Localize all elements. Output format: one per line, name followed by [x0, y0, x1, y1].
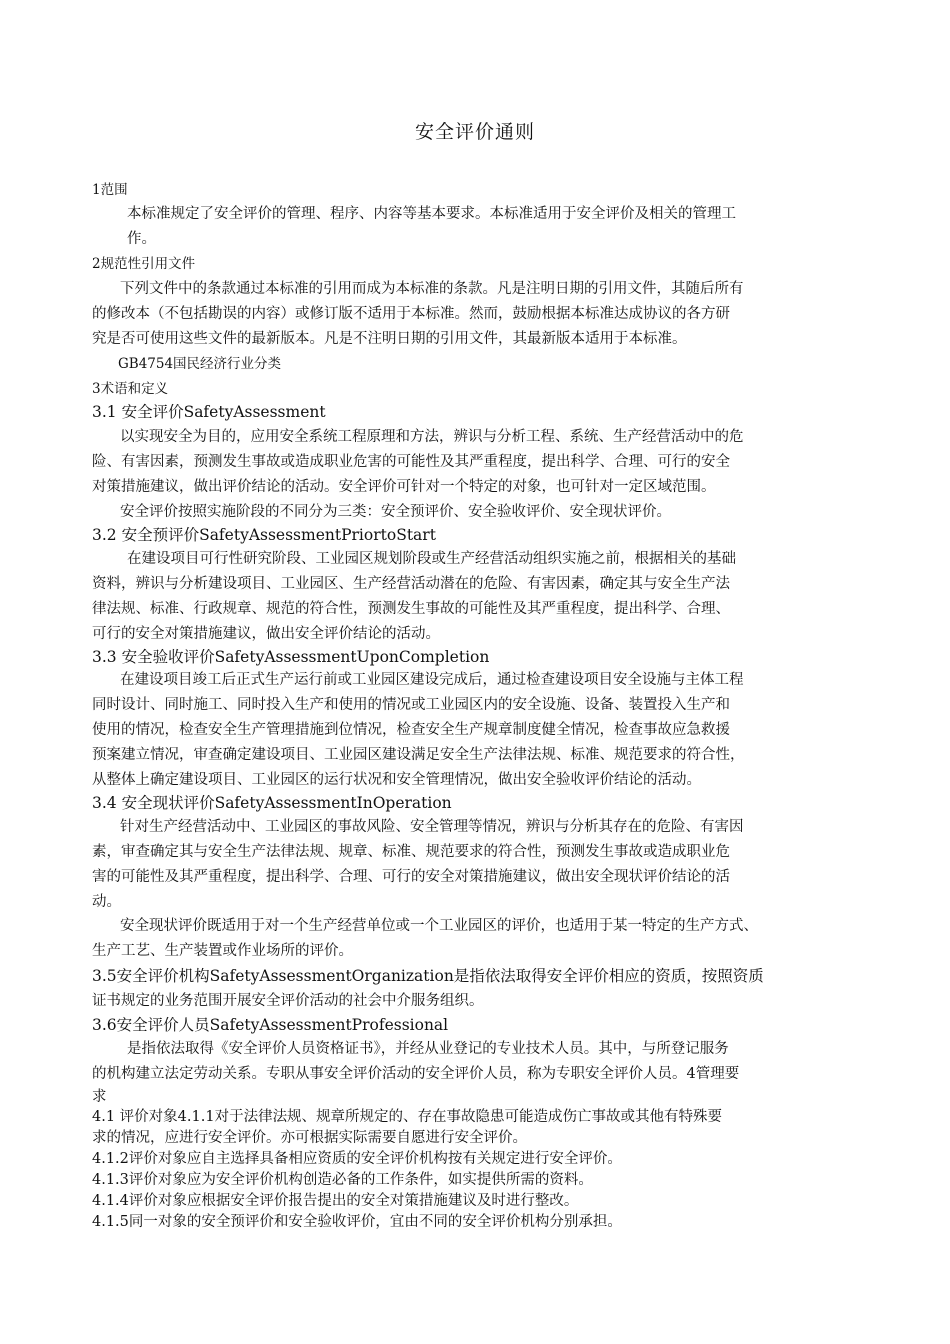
paragraph-line: 安全评价按照实施阶段的不同分为三类：安全预评价、安全验收评价、安全现状评价。	[120, 504, 671, 520]
paragraph-line: 预案建立情况，审查确定建设项目、工业园区建设满足安全生产法律法规、标准、规范要求的符合性，	[92, 747, 745, 763]
paragraph-line: 对策措施建议，做出评价结论的活动。安全评价可针对一个特定的对象，也可针对一定区域范围。	[92, 479, 716, 495]
paragraph-line: 4.1.3评价对象应为安全评价机构创造必备的工作条件，如实提供所需的资料。	[92, 1172, 593, 1188]
paragraph-line: 资料，辨识与分析建设项目、工业园区、生产经营活动潜在的危险、有害因素，确定其与安全生产法	[92, 576, 730, 592]
paragraph-line: 同时设计、同时施工、同时投入生产和使用的情况或工业园区内的安全设施、设备、装置投入生产和	[92, 697, 730, 713]
section-heading: 2规范性引用文件	[92, 256, 196, 272]
paragraph-line: 求的情况，应进行安全评价。亦可根据实际需要自愿进行安全评价。	[92, 1130, 527, 1146]
paragraph-line: 的机构建立法定劳动关系。专职从事安全评价活动的安全评价人员，称为专职安全评价人员。4管理要	[92, 1066, 740, 1082]
paragraph-line: 生产工艺、生产装置或作业场所的评价。	[92, 943, 353, 959]
paragraph-line: 证书规定的业务范围开展安全评价活动的社会中介服务组织。	[92, 993, 484, 1009]
paragraph-line: 4.1.2评价对象应自主选择具备相应资质的安全评价机构按有关规定进行安全评价。	[92, 1151, 622, 1167]
subsection-heading: 3.6安全评价人员SafetyAssessmentProfessional	[92, 1016, 449, 1034]
paragraph-line: 3.5安全评价机构SafetyAssessmentOrganization是指依法取得安全评价相应的资质，按照资质	[92, 967, 764, 985]
reference-line: GB4754国民经济行业分类	[118, 356, 282, 372]
paragraph-line: 律法规、标准、行政规章、规范的符合性，预测发生事故的可能性及其严重程度，提出科学、合理、	[92, 601, 730, 617]
section-heading: 1范围	[92, 182, 128, 198]
paragraph-line: 从整体上确定建设项目、工业园区的运行状况和安全管理情况，做出安全验收评价结论的活动。	[92, 772, 701, 788]
paragraph-line: 险、有害因素，预测发生事故或造成职业危害的可能性及其严重程度，提出科学、合理、可行的安全	[92, 454, 730, 470]
paragraph-line: 求	[92, 1089, 107, 1105]
paragraph-line: 动。	[92, 894, 121, 910]
paragraph-line: 本标准规定了安全评价的管理、程序、内容等基本要求。本标准适用于安全评价及相关的管理工	[127, 206, 736, 222]
subsection-heading: 3.4 安全现状评价SafetyAssessmentInOperation	[92, 794, 452, 812]
paragraph-line: 在建设项目可行性研究阶段、工业园区规划阶段或生产经营活动组织实施之前，根据相关的基础	[127, 551, 736, 567]
paragraph-line: 的修改本（不包括勘误的内容）或修订版不适用于本标准。然而，鼓励根据本标准达成协议的各方研	[92, 306, 730, 322]
paragraph-line: 究是否可使用这些文件的最新版本。凡是不注明日期的引用文件，其最新版本适用于本标准。	[92, 331, 687, 347]
document-title: 安全评价通则	[414, 121, 535, 143]
paragraph-line: 4.1.5同一对象的安全预评价和安全验收评价，宜由不同的安全评价机构分别承担。	[92, 1214, 622, 1230]
paragraph-line: 4.1 评价对象4.1.1对于法律法规、规章所规定的、存在事故隐患可能造成伤亡事故或其他有特殊要	[92, 1109, 723, 1125]
paragraph-line: 使用的情况，检查安全生产管理措施到位情况，检查安全生产规章制度健全情况，检查事故应急救援	[92, 722, 730, 738]
paragraph-line: 可行的安全对策措施建议，做出安全评价结论的活动。	[92, 626, 440, 642]
paragraph-line: 是指依法取得《安全评价人员资格证书》，并经从业登记的专业技术人员。其中，与所登记服务	[127, 1041, 729, 1057]
section-heading: 3术语和定义	[92, 381, 169, 397]
paragraph-line: 害的可能性及其严重程度，提出科学、合理、可行的安全对策措施建议，做出安全现状评价结论的活	[92, 869, 730, 885]
subsection-heading: 3.1 安全评价SafetyAssessment	[92, 403, 326, 421]
paragraph-line: 下列文件中的条款通过本标准的引用而成为本标准的条款。凡是注明日期的引用文件，其随后所有	[120, 281, 744, 297]
paragraph-line: 以实现安全为目的，应用安全系统工程原理和方法，辨识与分析工程、系统、生产经营活动中的危	[120, 429, 744, 445]
paragraph-line: 4.1.4评价对象应根据安全评价报告提出的安全对策措施建议及时进行整改。	[92, 1193, 579, 1209]
subsection-heading: 3.3 安全验收评价SafetyAssessmentUponCompletion	[92, 648, 490, 666]
paragraph-line: 素，审查确定其与安全生产法律法规、规章、标准、规范要求的符合性，预测发生事故或造成职业危	[92, 844, 730, 860]
paragraph-line: 在建设项目竣工后正式生产运行前或工业园区建设完成后，通过检查建设项目安全设施与主体工程	[120, 672, 744, 688]
paragraph-line: 针对生产经营活动中、工业园区的事故风险、安全管理等情况，辨识与分析其存在的危险、有害因	[120, 819, 744, 835]
subsection-heading: 3.2 安全预评价SafetyAssessmentPriortoStart	[92, 526, 436, 544]
paragraph-line: 安全现状评价既适用于对一个生产经营单位或一个工业园区的评价，也适用于某一特定的生产方式、	[120, 918, 758, 934]
paragraph-line: 作。	[127, 231, 156, 247]
